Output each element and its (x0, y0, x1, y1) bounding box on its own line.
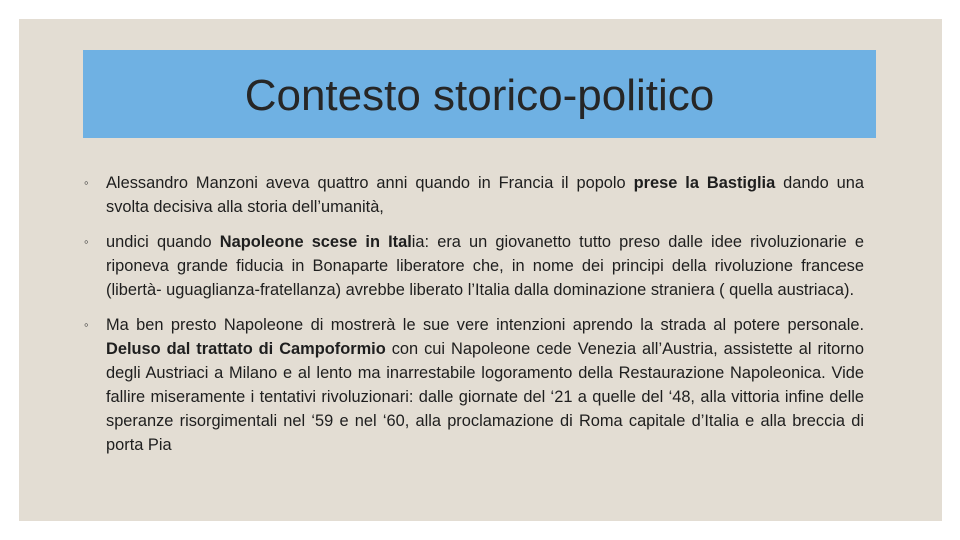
bullet-text: ia: era un giovanetto tutto preso dalle idee rivoluzionarie e riponeva grande fiducia in Bonaparte liberatore che, in nome dei principi della rivoluzione francese (libertà- uguaglianza-fratellanza) avrebbe liberato l’Italia dalla dominazione straniera ( quella austriaca). (106, 233, 864, 299)
slide (19, 19, 942, 521)
bullet-text: con cui Napoleone cede Venezia all’Austria, assistette al ritorno degli Austriaci a Milano e al lento ma inarrestabile logoramento della Restaurazione Napoleonica. Vide fallire miseramente i tentativi rivoluzionari: dalle giornate del ‘21 a quelle del ‘48, alla vittoria infine delle speranze risorgimentali nel ‘59 e nel ‘60, alla proclamazione di Roma capitale d’Italia e alla breccia di porta Pia (106, 340, 864, 454)
bullet-item (84, 171, 864, 219)
bullet-bold-text: Deluso dal trattato di Campoformio (106, 340, 386, 358)
slide-content (84, 171, 864, 468)
bullet-bold-text: prese la Bastiglia (633, 174, 776, 192)
bullet-marker: ◦ (84, 234, 89, 249)
bullet-item (84, 313, 864, 457)
bullet-text: dando una svolta decisiva alla storia dell’umanità, (106, 174, 864, 216)
bullet-text: undici quando (106, 233, 220, 251)
slide-title: Contesto storico-politico (244, 71, 715, 120)
bullet-marker: ◦ (84, 317, 89, 332)
title-bar (83, 50, 876, 138)
bullet-text: Alessandro Manzoni aveva quattro anni quando in Francia il popolo (106, 174, 634, 192)
bullet-marker: ◦ (84, 175, 89, 190)
bullet-item (84, 230, 864, 302)
bullet-text: Ma ben presto Napoleone di mostrerà le sue vere intenzioni aprendo la strada al potere personale. (106, 316, 864, 334)
bullet-bold-text: Napoleone scese in Ital (219, 233, 412, 251)
